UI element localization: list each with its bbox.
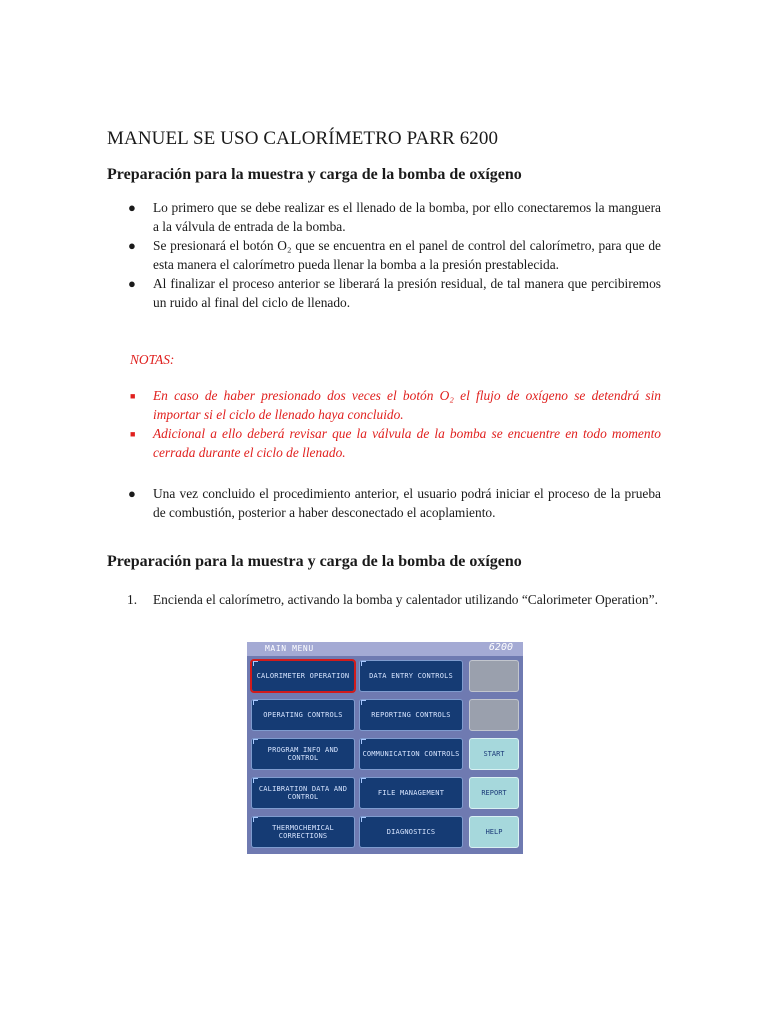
corner-icon (253, 661, 258, 666)
list-item: ● Al finalizar el proceso anterior se liberará la presión residual, de tal manera que percibiremos un ruido al final del ciclo de llenado. (128, 276, 661, 310)
bullet-icon: ● (128, 486, 136, 501)
file-management-button[interactable]: FILE MANAGEMENT (359, 777, 463, 809)
calibration-data-button[interactable]: CALIBRATION DATA AND CONTROL (251, 777, 355, 809)
report-button[interactable]: REPORT (469, 777, 519, 809)
list-item: 1. Encienda el calorímetro, activando la bomba y calentador utilizando “Calorimeter Operation”. (127, 592, 658, 607)
reporting-controls-button[interactable]: REPORTING CONTROLS (359, 699, 463, 731)
data-entry-controls-button[interactable]: DATA ENTRY CONTROLS (359, 660, 463, 692)
thermochemical-corrections-button[interactable]: THERMOCHEMICAL CORRECTIONS (251, 816, 355, 848)
panel-menu-title: MAIN MENU (265, 644, 314, 653)
section-heading-1: Preparación para la muestra y carga de la bomba de oxígeno (107, 166, 522, 183)
corner-icon (361, 739, 366, 744)
document-title: MANUEL SE USO CALORÍMETRO PARR 6200 (107, 128, 499, 149)
note-item: ■ En caso de haber presionado dos veces el botón O₂ el flujo de oxígeno se detendrá sin importar si el ciclo de llenado haya concluido. (130, 388, 661, 422)
notes-label: NOTAS: (130, 352, 175, 367)
calorimeter-operation-button[interactable]: CALORIMETER OPERATION (251, 660, 355, 692)
panel-body (247, 656, 523, 854)
list-item: ● Una vez concluido el procedimiento anterior, el usuario podrá iniciar el proceso de la prueba de combustión, posterior a haber desconectado el acoplamiento. (128, 486, 661, 520)
numbered-list (107, 590, 661, 609)
diagnostics-button[interactable]: DIAGNOSTICS (359, 816, 463, 848)
bullet-icon: ● (128, 200, 136, 215)
blank-side-button-1[interactable] (469, 660, 519, 692)
operating-controls-button[interactable]: OPERATING CONTROLS (251, 699, 355, 731)
corner-icon (361, 778, 366, 783)
bullet-list-2 (107, 484, 661, 522)
corner-icon (253, 739, 258, 744)
section-heading-2: Preparación para la muestra y carga de la bomba de oxígeno (107, 553, 522, 570)
list-item: ● Se presionará el botón O₂ que se encuentra en el panel de control del calorímetro, para que de esta manera el calorímetro pueda llenar la bomba a la presión prestablecida. (128, 238, 661, 272)
corner-icon (253, 778, 258, 783)
notes-list (107, 386, 661, 462)
red-bullet-icon: ■ (130, 391, 136, 401)
help-button[interactable]: HELP (469, 816, 519, 848)
corner-icon (361, 700, 366, 705)
corner-icon (253, 817, 258, 822)
bullet-icon: ● (128, 276, 136, 291)
bullet-list-1 (107, 198, 661, 312)
corner-icon (361, 661, 366, 666)
program-info-button[interactable]: PROGRAM INFO AND CONTROL (251, 738, 355, 770)
note-item: ■ Adicional a ello deberá revisar que la válvula de la bomba se encuentre en todo momento cerrada durante el ciclo de llenado. (130, 426, 661, 460)
communication-controls-button[interactable]: COMMUNICATION CONTROLS (359, 738, 463, 770)
start-button[interactable]: START (469, 738, 519, 770)
corner-icon (361, 817, 366, 822)
list-item: ● Lo primero que se debe realizar es el llenado de la bomba, por ello conectaremos la manguera a la válvula de entrada de la bomba. (128, 200, 661, 234)
panel-model-number: 6200 (488, 642, 513, 653)
corner-icon (253, 700, 258, 705)
blank-side-button-2[interactable] (469, 699, 519, 731)
calorimeter-main-menu-screenshot (247, 642, 523, 854)
bullet-icon: ● (128, 238, 136, 253)
red-bullet-icon: ■ (130, 429, 136, 439)
